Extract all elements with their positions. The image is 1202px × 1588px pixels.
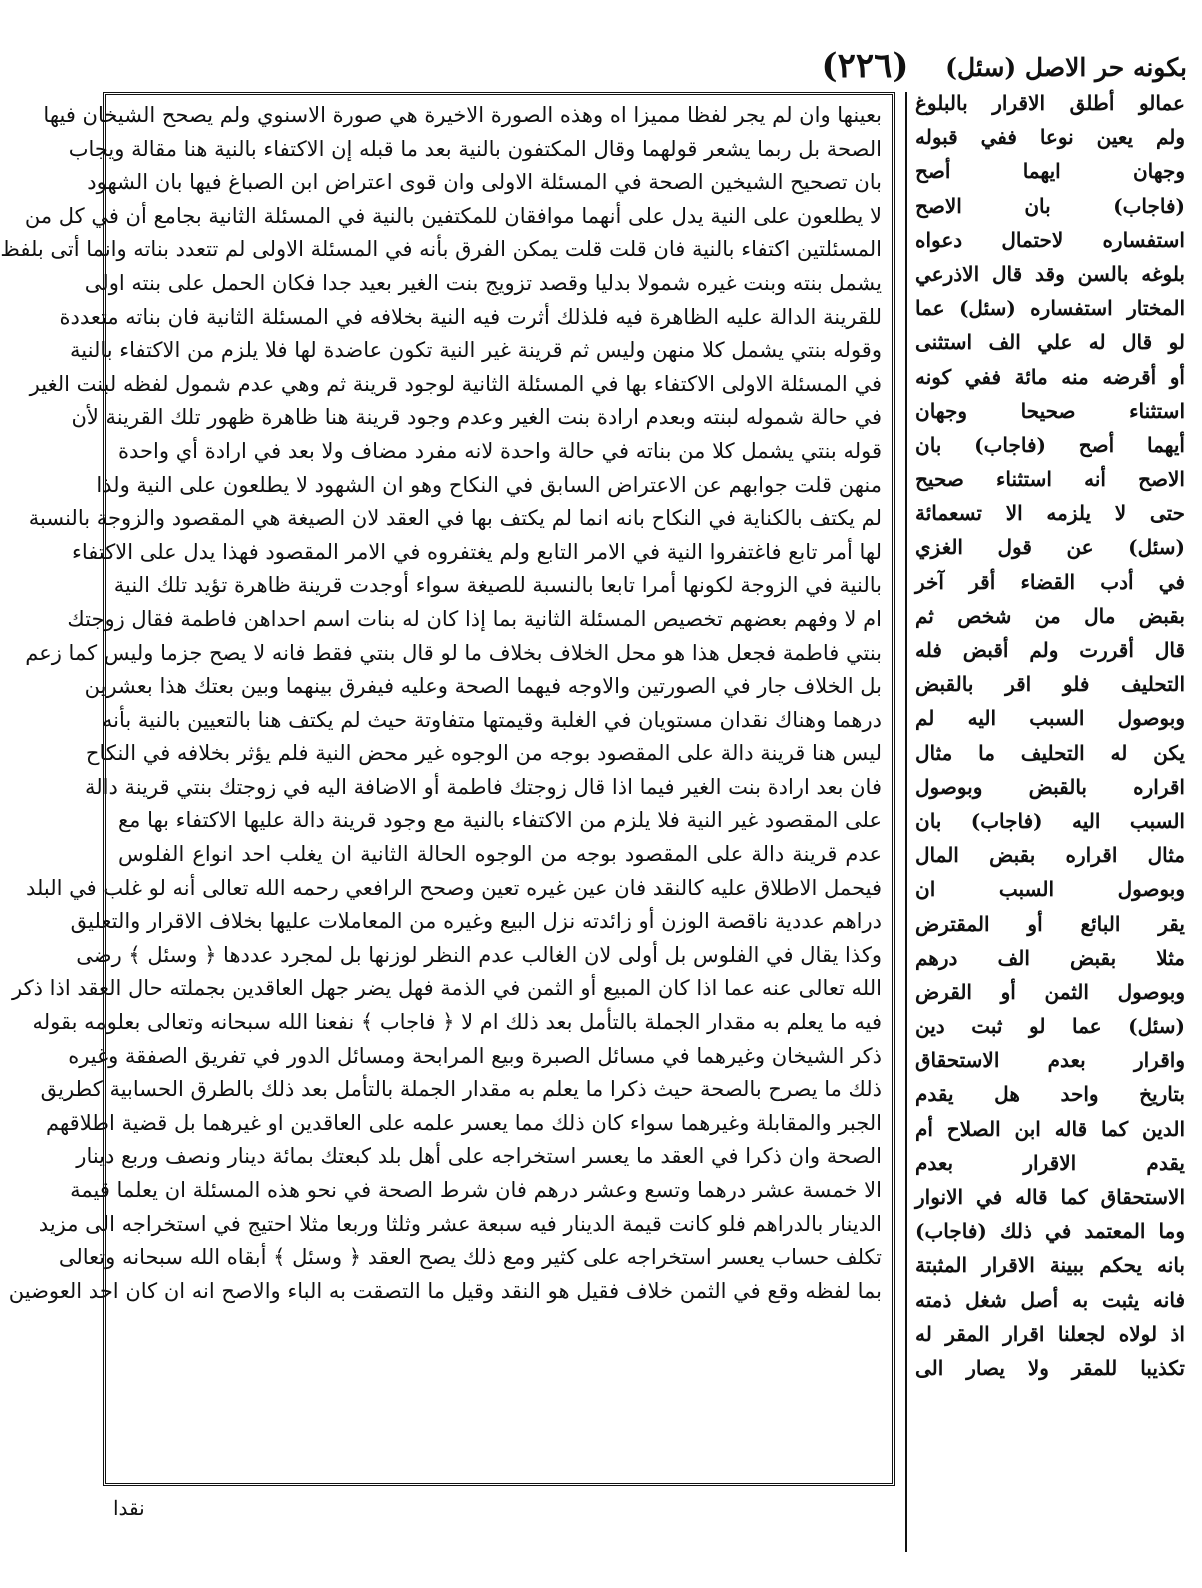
main-text-line: فيحمل الاطلاق عليه كالنقد فان عين غيره تعين وصحح الرافعي رحمه الله تعالى أنه لو غلب في البلد — [25, 875, 882, 900]
main-text-line: ام لا وفهم بعضهم تخصيص المسئلة الثانية بما إذا كان له بنات اسم احداهن فاطمة فقال زوجتك — [67, 606, 882, 631]
main-text-line: في حالة شموله لبنته وبعدم ارادة بنت الغير وعدم وجود قرينة هنا ظاهرة ظهور تلك القرينة لأن — [71, 405, 882, 430]
main-text-frame — [0, 92, 895, 1486]
main-text-line: على المقصود غير النية فلا يلزم من الاكتفاء بالنية مع وجود قرينة دالة عليها الاكتفاء بها مع — [117, 808, 882, 833]
margin-text-line: قال أقررت ولم أقبض فله — [915, 638, 1185, 662]
margin-text-line: لو قال له علي الف استثنى — [915, 330, 1185, 355]
margin-text-line: فانه يثبت به أصل شغل ذمته — [915, 1287, 1185, 1312]
main-text-line: بما لفظه وقع في الثمن خلاف فقيل هو النقد وقيل ما التصقت به الباء والاصح انه ان كان احد العوضين — [8, 1278, 882, 1303]
margin-text-line: استفساره لاحتمال دعواه — [915, 227, 1185, 252]
margin-text-line: بلوغه بالسن وقد قال الاذرعي — [915, 261, 1185, 286]
margin-text-line: الاصح أنه استثناء صحيح — [915, 467, 1185, 492]
main-text-line: درهما وهناك نقدان مستويان في الغلبة وقيمتها متفاوتة حيث لم يكتف هنا بالتعيين بالنية بأنه — [101, 707, 882, 732]
main-text-line: بل الخلاف جار في الصورتين والاوجه فيهما الصحة وعليه فيفرق بينهما وبين بعتك هذا بعشرين — [84, 674, 882, 699]
margin-text-line: تكذيبا للمقر ولا يصار الى — [915, 1355, 1185, 1380]
margin-text-line: المختار استفساره (سئل) عما — [915, 296, 1185, 321]
main-text-line: فان بعد ارادة بنت الغير فيما اذا قال زوجتك فاطمة أو الاضافة اليه في زوجتك بنتي قرينة دالة — [85, 774, 882, 799]
margin-text-line: (سئل) عن قول الغزي — [915, 535, 1185, 560]
margin-text-line: اذ لولاه لجعلنا اقرار المقر له — [915, 1321, 1185, 1346]
main-text-line: المسئلتين اكتفاء بالنية فان قلت قلت يمكن الفرق بأنه في المسئلة الاولى لم تتعدد بناته وانما أتى بلفظ — [0, 237, 882, 262]
main-text-line: للقرينة الدالة عليه الظاهرة فيه فلذلك أثرت فيه النية بخلافه في المسئلة الثانية فان بناته متعددة — [59, 304, 882, 329]
column-separator-rule — [905, 92, 907, 1552]
main-text-line: لا يطلعون على النية يدل على أنهما موافقان للمكتفين بالنية في المسئلة الثانية بجامع أن في كل من — [24, 203, 882, 228]
margin-text-line: استثناء صحيحا وجهان — [915, 398, 1185, 423]
margin-text-line: بتاريخ واحد هل يقدم — [915, 1082, 1185, 1107]
margin-text-line: السبب اليه (فاجاب) بان — [915, 808, 1185, 833]
main-text-line: الجبر والمقابلة وغيرهما سواء كان ذلك مما يعسر علمه على العاقدين او غيرهما بل قضية اطلاقهم — [46, 1110, 882, 1135]
margin-text-line: بقبض مال من شخص ثم — [915, 603, 1185, 628]
margin-text-line: حتى لا يلزمه الا تسعمائة — [915, 501, 1185, 526]
margin-text-line: أو أقرضه منه مائة ففي كونه — [915, 364, 1185, 389]
main-text-block — [0, 99, 882, 1376]
main-text-line: ذلك ما يصرح بالصحة حيث ذكرا ما يعلم به مقدار الجملة بالتأمل بعد ذلك بالطرق الحسابية كطريق — [40, 1077, 882, 1102]
main-text-line: فيه ما يعلم به مقدار الجملة بالتأمل بعد ذلك ام لا ﴿ فاجاب ﴾ نفعنا الله سبحانه وتعالى بعلومه بقوله — [32, 1010, 882, 1035]
margin-text-line: وبوصول السبب ان — [915, 877, 1185, 902]
margin-text-line: مثلا بقبض الف درهم — [915, 945, 1185, 970]
margin-text-line: الاستحقاق كما قاله في الانوار — [915, 1185, 1185, 1209]
main-text-line: لم يكتف بالكناية في النكاح بانه انما لم يكتف بها في العقد لان الصيغة هي المقصود والزوجة بالنسبة — [28, 506, 882, 531]
margin-text-line: وما المعتمد في ذلك (فاجاب) — [915, 1219, 1185, 1244]
margin-text-line: وبوصول الثمن أو القرض — [915, 979, 1185, 1004]
margin-text-line: وبوصول السبب اليه لم — [915, 706, 1185, 731]
main-text-line: لها أمر تابع فاغتفروا النية في الامر التابع ولم يغتفروه في الامر المقصود فهذا يدل على الاكتفاء — [71, 539, 882, 564]
main-text-line: منهن قلت جوابهم عن الاعتراض السابق في النكاح وهو ان الشهود لا يطلعون على النية ولذا — [96, 472, 882, 497]
margin-text-line: الدين كما قاله ابن الصلاح أم — [915, 1116, 1185, 1141]
margin-commentary — [915, 86, 1185, 1385]
main-text-line: دراهم عددية ناقصة الوزن أو زائدته نزل البيع وغيره من المعاملات عليها بخلاف الاقرار والتعليق — [70, 909, 882, 934]
margin-text-line: مثال اقراره بقبض المال — [915, 843, 1185, 868]
margin-text-line: اقراره بالقبض وبوصول — [915, 774, 1185, 799]
main-text-line: بنتي فاطمة فجعل هذا هو محل الخلاف بخلاف ما لو قال بنتي فقط فانه لا يصح جزما وليس كما زعم — [25, 640, 882, 665]
main-text-line: بان تصحيح الشيخين الصحة في المسئلة الاولى وان قوى اعتراض ابن الصباغ فيها بان الشهود — [87, 170, 882, 195]
margin-text-line: ولم يعين نوعا ففي قبوله — [915, 125, 1185, 150]
margin-text-line: يكن له التحليف ما مثال — [915, 740, 1185, 765]
main-text-line — [118, 1308, 882, 1342]
main-text-line: يشمل بنته وبنت غيره شمولا بدليا وقصد تزويج بنت الغير بعيد جدا فكان الحمل على بنته اولى — [84, 270, 882, 295]
margin-text-line: يقدم الاقرار بعدم — [915, 1150, 1185, 1175]
main-text-line: الله تعالى عنه عما اذا كان المبيع أو الثمن في الذمة فهل يضر جهل العاقدين بجملته حال العقد اذا ذكر — [12, 976, 882, 1001]
main-text-line: بعينها وان لم يجر لفظا مميزا اه وهذه الصورة الاخيرة هي صورة الاسنوي ولم يصحح الشيخان فيها — [43, 103, 882, 127]
main-text-line: الدينار بالدراهم فلو كانت قيمة الدينار فيه سبعة عشر وثلثا وربعا مثلا احتيج في استخراجه الى مزيد — [38, 1211, 882, 1236]
main-text-line: الا خمسة عشر درهما وتسع وعشر درهم فان شرط الصحة في نحو هذه المسئلة ان يعلما قيمة — [70, 1178, 882, 1202]
margin-text-line: التحليف فلو اقر بالقبض — [915, 672, 1185, 697]
main-text-line — [118, 1342, 882, 1376]
main-text-line: ليس هنا قرينة دالة على المقصود بوجه من الوجوه غير محض النية فلم يؤثر بخلافه في النكاح — [85, 741, 882, 766]
margin-text-line: (فاجاب) بان الاصح — [915, 193, 1185, 218]
main-text-line: عدم قرينة دالة على المقصود بوجه من الوجوه الحالة الثانية ان يغلب احد انواع الفلوس — [118, 842, 882, 867]
main-text-line: بالنية في الزوجة لكونها أمرا تابعا بالنسبة للصيغة سواء أوجدت قرينة ظاهرة تؤيد تلك النية — [113, 573, 882, 598]
page-number: (٢٢٦) — [821, 46, 909, 86]
main-text-line: وقوله بنتي يشمل كلا منهن وليس ثم قرينة غير النية تكون عاضدة لها فلا يلزم من الاكتفاء بالنية — [70, 338, 882, 363]
main-text-line: الصحة وان ذكرا في العقد ما يعسر استخراجه على أهل بلد كبعتك بمائة دينار ونصف وربع دينار — [76, 1144, 882, 1169]
margin-text-line: يقر البائع أو المقترض — [915, 911, 1185, 936]
margin-text-line: أيهما أصح (فاجاب) بان — [915, 432, 1185, 457]
margin-text-line: في أدب القضاء أقر آخر — [915, 569, 1185, 594]
main-text-line: وكذا يقال في الفلوس بل أولى لان الغالب عدم النظر لوزنها بل لمجرد عددها ﴿ وسئل ﴾ رضى — [76, 942, 882, 967]
main-text-line: في المسئلة الاولى الاكتفاء بها في المسئلة الثانية لوجود قرينة ثم وهي عدم شمول لفظه لبنت الغير — [29, 371, 882, 396]
margin-text-line: (سئل) عما لو ثبت دين — [915, 1014, 1185, 1039]
margin-text-line: بانه يحكم ببينة الاقرار المثبتة — [915, 1253, 1185, 1278]
margin-text-line: واقرار بعدم الاستحقاق — [915, 1048, 1185, 1073]
main-text-line: ذكر الشيخان وغيرهما في مسائل الصبرة وبيع المرابحة ومسائل الدور في تفريق الصفقة وغيره — [68, 1043, 882, 1068]
margin-text-line: عمالو أطلق الاقرار بالبلوغ — [915, 91, 1185, 115]
catchword: نقدا — [113, 1496, 145, 1520]
main-text-line: قوله بنتي يشمل كلا من بناته في حالة واحدة لانه مفرد مضاف ولا بعد في ارادة أي واحدة — [118, 438, 882, 463]
main-text-line: تكلف حساب يعسر استخراجه على كثير ومع ذلك يصح العقد ﴿ وسئل ﴾ أبقاه الله سبحانه وتعالى — [58, 1245, 882, 1270]
margin-text-line: وجهان ايهما أصح — [915, 159, 1185, 184]
main-text-line: الصحة بل ربما يشعر قولهما وقال المكتفون بالنية بعد ما قبله إن الاكتفاء بالنية هنا مقالة ويجاب — [68, 136, 882, 161]
margin-header-line: بكونه حر الاصل (سئل) — [945, 53, 1187, 82]
